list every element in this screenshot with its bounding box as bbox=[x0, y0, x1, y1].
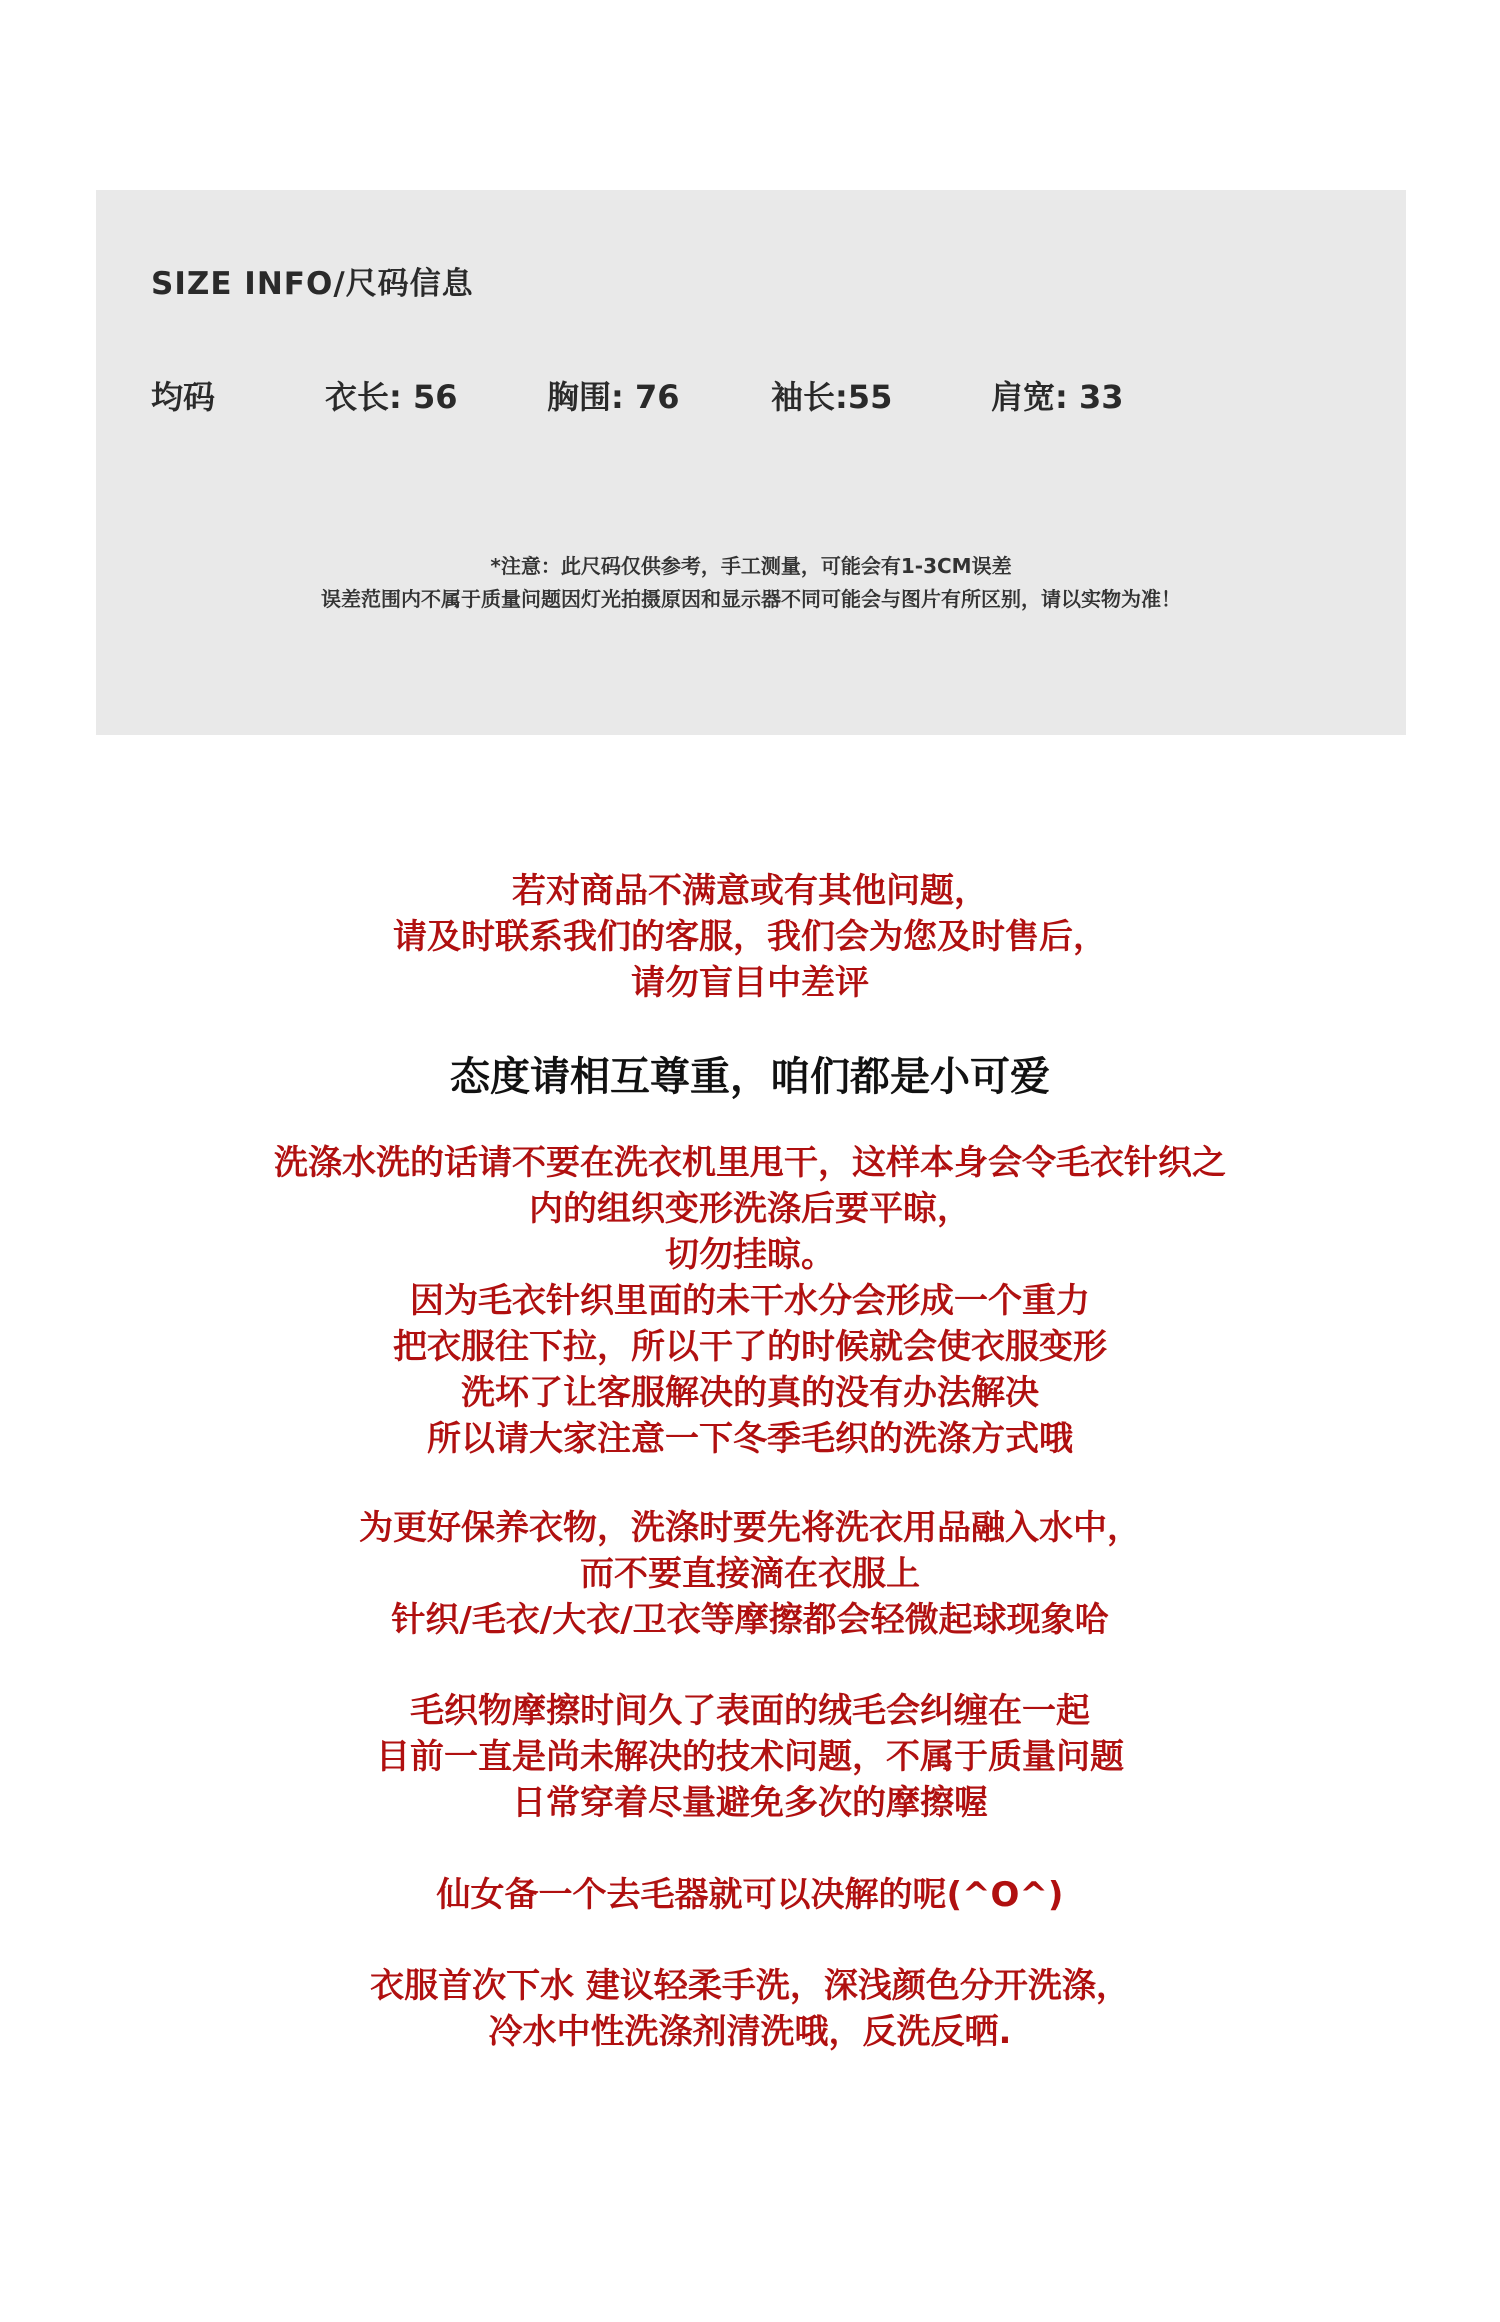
service-line: 若对商品不满意或有其他问题， bbox=[512, 871, 988, 911]
wash-paragraph-2 bbox=[0, 1505, 1500, 1643]
wash-paragraph-1 bbox=[0, 1140, 1500, 1462]
wash-line: 冷水中性洗涤剂清洗哦，反洗反晒. bbox=[488, 2012, 1012, 2052]
measurement-sleeve: 袖长:55 bbox=[771, 378, 893, 416]
wash-line: 把衣服往下拉，所以干了的时候就会使衣服变形 bbox=[393, 1327, 1107, 1367]
service-notice bbox=[0, 868, 1500, 1006]
size-note-line-1: *注意：此尺码仅供参考，手工测量，可能会有1-3CM误差 bbox=[490, 554, 1012, 578]
wash-line: 仙女备一个去毛器就可以决解的呢(^O^) bbox=[436, 1875, 1064, 1915]
wash-line: 而不要直接滴在衣服上 bbox=[580, 1554, 920, 1594]
wash-line: 洗涤水洗的话请不要在洗衣机里甩干，这样本身会令毛衣针织之 bbox=[274, 1143, 1226, 1183]
wash-line: 衣服首次下水 建议轻柔手洗，深浅颜色分开洗涤， bbox=[370, 1966, 1130, 2006]
wash-line: 所以请大家注意一下冬季毛织的洗涤方式哦 bbox=[427, 1419, 1073, 1459]
wash-line: 为更好保养衣物，洗涤时要先将洗衣用品融入水中， bbox=[359, 1508, 1141, 1548]
size-info-panel bbox=[96, 190, 1406, 735]
wash-line: 针织/毛衣/大衣/卫衣等摩擦都会轻微起球现象哈 bbox=[391, 1600, 1109, 1640]
wash-line: 目前一直是尚未解决的技术问题，不属于质量问题 bbox=[376, 1737, 1124, 1777]
wash-line: 内的组织变形洗涤后要平晾， bbox=[529, 1189, 971, 1229]
measurement-shoulder: 肩宽: 33 bbox=[991, 378, 1124, 416]
size-note-line-2: 误差范围内不属于质量问题因灯光拍摄原因和显示器不同可能会与图片有所区别，请以实物为准！ bbox=[321, 587, 1181, 611]
respect-line: 态度请相互尊重，咱们都是小可爱 bbox=[450, 1054, 1050, 1100]
measurement-length: 衣长: 56 bbox=[325, 378, 458, 416]
wash-line: 切勿挂晾。 bbox=[665, 1235, 835, 1275]
service-line: 请及时联系我们的客服，我们会为您及时售后， bbox=[393, 917, 1107, 957]
wash-paragraph-3 bbox=[0, 1688, 1500, 1826]
wash-line: 日常穿着尽量避免多次的摩擦喔 bbox=[512, 1783, 988, 1823]
size-info-title: SIZE INFO/尺码信息 bbox=[151, 266, 474, 302]
wash-line: 洗坏了让客服解决的真的没有办法解决 bbox=[461, 1373, 1039, 1413]
wash-paragraph-5 bbox=[0, 1963, 1500, 2055]
wash-paragraph-4 bbox=[0, 1872, 1500, 1918]
service-line: 请勿盲目中差评 bbox=[631, 963, 869, 1003]
wash-line: 因为毛衣针织里面的未干水分会形成一个重力 bbox=[410, 1281, 1090, 1321]
wash-line: 毛织物摩擦时间久了表面的绒毛会纠缠在一起 bbox=[410, 1691, 1090, 1731]
size-label: 均码 bbox=[151, 378, 216, 416]
measurement-chest: 胸围: 76 bbox=[547, 378, 680, 416]
